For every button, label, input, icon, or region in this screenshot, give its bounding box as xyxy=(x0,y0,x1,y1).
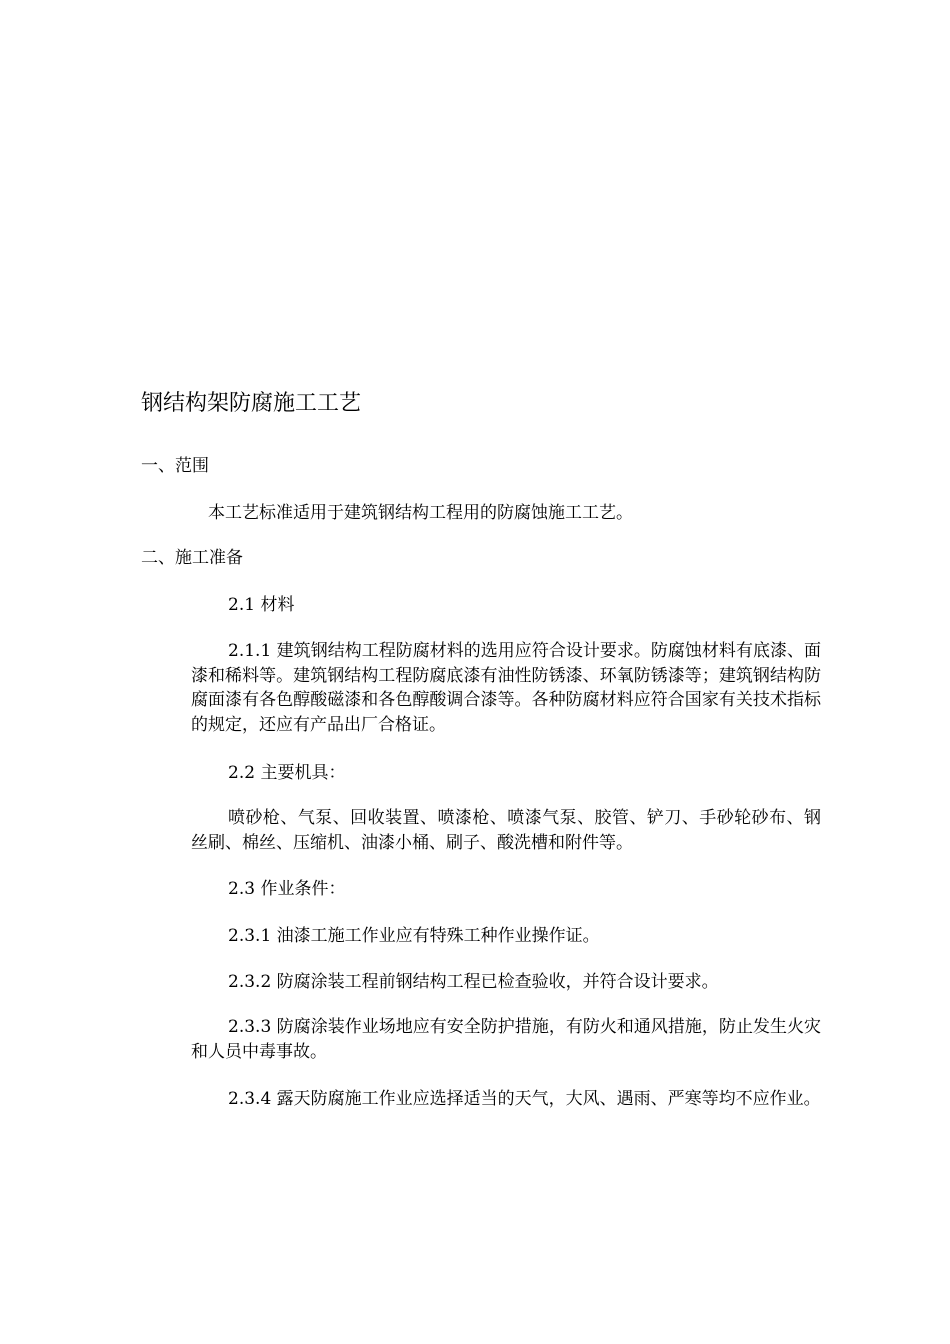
paragraph-2-3-2: 2.3.2 防腐涂装工程前钢结构工程已检查验收，并符合设计要求。 xyxy=(228,972,719,992)
section-1-text: 本工艺标准适用于建筑钢结构工程用的防腐蚀施工工艺。 xyxy=(208,503,633,523)
subsection-2-3-heading: 2.3 作业条件： xyxy=(228,879,346,899)
subsection-2-1-heading: 2.1 材料 xyxy=(228,595,295,615)
paragraph-2-3-3: 2.3.3 防腐涂装作业场地应有安全防护措施，有防火和通风措施，防止发生火灾和人员中毒事故。 xyxy=(191,1017,821,1062)
section-2-heading: 二、施工准备 xyxy=(141,548,243,568)
paragraph-2-2-tools: 喷砂枪、气泵、回收装置、喷漆枪、喷漆气泵、胶管、铲刀、手砂轮砂布、钢丝刷、棉丝、压缩机、油漆小桶、刷子、酸洗槽和附件等。 xyxy=(191,808,821,853)
document-title: 钢结构架防腐施工工艺 xyxy=(141,391,362,416)
section-1-heading: 一、范围 xyxy=(141,456,209,476)
subsection-2-2-heading: 2.2 主要机具： xyxy=(228,763,346,783)
paragraph-2-3-1: 2.3.1 油漆工施工作业应有特殊工种作业操作证。 xyxy=(228,926,600,946)
paragraph-2-1-1: 2.1.1 建筑钢结构工程防腐材料的选用应符合设计要求。防腐蚀材料有底漆、面漆和稀料等。建筑钢结构工程防腐底漆有油性防锈漆、环氧防锈漆等；建筑钢结构防腐面漆有各色醇酸磁漆和各色醇酸调合漆等。各种防腐材料应符合国家有关技术指标的规定，还应有产品出厂合格证。 xyxy=(191,641,821,735)
paragraph-2-3-4: 2.3.4 露天防腐施工作业应选择适当的天气，大风、遇雨、严寒等均不应作业。 xyxy=(228,1089,821,1109)
